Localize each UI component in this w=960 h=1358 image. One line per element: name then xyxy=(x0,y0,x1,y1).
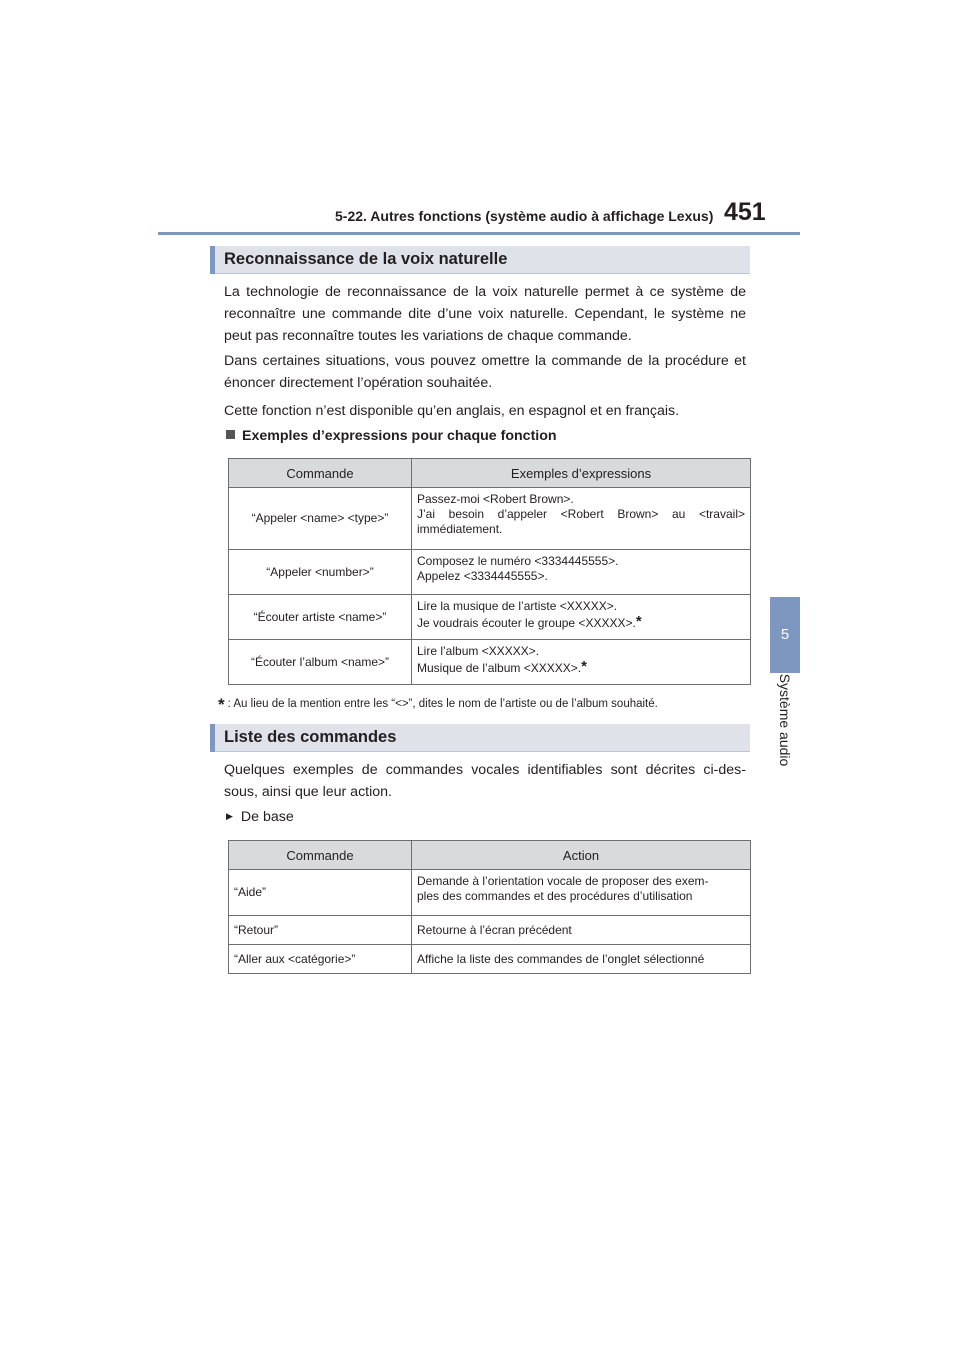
action-line: Retourne à l’écran précédent xyxy=(417,922,572,937)
footnote-star-icon: * xyxy=(581,658,587,675)
footnote-star-icon: * xyxy=(635,613,642,630)
expression-line: Musique de l’album <XXXXX>. xyxy=(417,661,582,675)
section-heading-command-list xyxy=(210,724,750,752)
chapter-label: Système audio xyxy=(777,673,793,767)
expression-line: Passez-moi <Robert Brown>. xyxy=(417,492,574,506)
expression-line: immédiatement. xyxy=(417,522,503,536)
expression-line: Appelez <3334445555>. xyxy=(417,569,548,583)
subheading-examples-text: Exemples d’expressions pour chaque fonction xyxy=(242,428,557,444)
section-heading-bar xyxy=(210,246,215,274)
table-row xyxy=(229,488,751,550)
commands-table xyxy=(228,840,751,974)
action-cell xyxy=(412,916,751,945)
expression-cell xyxy=(412,595,751,640)
expression-cell xyxy=(412,488,751,550)
table-row xyxy=(229,945,751,974)
action-cell xyxy=(412,870,751,916)
expression-line: Composez le numéro <3334445555>. xyxy=(417,554,619,568)
expression-cell xyxy=(412,640,751,685)
chapter-tab: 5 xyxy=(770,597,800,673)
table-row xyxy=(229,640,751,685)
expression-line: J’ai besoin d’appeler <Robert Brown> au <travail> xyxy=(417,507,745,521)
running-header-title: 5-22. Autres fonctions (système audio à affichage Lexus) xyxy=(335,208,714,224)
header-rule xyxy=(158,232,800,235)
expression-cell xyxy=(412,550,751,595)
expression-line: Je voudrais écouter le groupe <XXXXX>. xyxy=(417,616,636,630)
section-heading-bar xyxy=(210,724,215,752)
paragraph-command-list: Quelques exemples de commandes vocales identifiables sont décrites ci-des- sous, ainsi que leur action. xyxy=(224,762,746,800)
table-header-command: Commande xyxy=(229,459,412,488)
action-line: Affiche la liste des commandes de l’onglet sélectionné xyxy=(417,951,705,966)
table-header-action: Action xyxy=(412,841,751,870)
square-bullet-icon xyxy=(226,430,235,439)
footnote-text: : Au lieu de la mention entre les “<>”, dites le nom de l’artiste ou de l’album souhaité. xyxy=(227,698,658,710)
command-cell: “Aller aux <catégorie>” xyxy=(229,945,412,974)
expression-line: Lire la musique de l’artiste <XXXXX>. xyxy=(417,599,618,613)
table-row xyxy=(229,870,751,916)
action-line: Demande à l’orientation vocale de proposer des exem- xyxy=(417,874,709,888)
paragraph-omit-command: Dans certaines situations, vous pouvez omettre la commande de la procédure et énoncer directement l’opération souhaitée. xyxy=(224,353,746,391)
page-number: 451 xyxy=(724,198,766,226)
table-header-expressions: Exemples d’expressions xyxy=(412,459,751,488)
command-cell: “Aide” xyxy=(229,870,412,916)
bullet-basic-text: De base xyxy=(240,809,294,825)
paragraph-languages: Cette fonction n’est disponible qu’en anglais, en espagnol et en français. xyxy=(224,403,680,419)
expression-line: Lire l’album <XXXXX>. xyxy=(417,644,540,658)
section-heading-natural-voice xyxy=(210,246,750,274)
subheading-examples xyxy=(226,428,557,444)
command-cell: “Écouter artiste <name>” xyxy=(229,595,412,640)
section-heading-text: Reconnaissance de la voix naturelle xyxy=(224,250,508,268)
paragraph-intro: La technologie de reconnaissance de la voix naturelle permet à ce système de reconnaître une commande dite d’une voix naturelle. Cependant, le système ne peut pas reconnaître toutes les variations de chaque commande. xyxy=(224,284,746,344)
command-cell: “Écouter l’album <name>” xyxy=(229,640,412,685)
action-cell xyxy=(412,945,751,974)
footnote xyxy=(218,695,658,715)
command-cell: “Retour” xyxy=(229,916,412,945)
table-row xyxy=(229,595,751,640)
table-header-command: Commande xyxy=(229,841,412,870)
expressions-table xyxy=(228,458,751,685)
command-cell: “Appeler <name> <type>” xyxy=(229,488,412,550)
table-row xyxy=(229,550,751,595)
triangle-bullet-icon: ▶ xyxy=(226,811,233,821)
footnote-star-icon: * xyxy=(218,695,225,714)
bullet-basic xyxy=(226,809,294,825)
action-line: ples des commandes et des procédures d’utilisation xyxy=(417,889,693,903)
section-heading-text: Liste des commandes xyxy=(224,728,397,746)
expression-line-with-note xyxy=(417,614,745,631)
table-row xyxy=(229,916,751,945)
expression-line-with-note xyxy=(417,659,745,676)
command-cell: “Appeler <number>” xyxy=(229,550,412,595)
